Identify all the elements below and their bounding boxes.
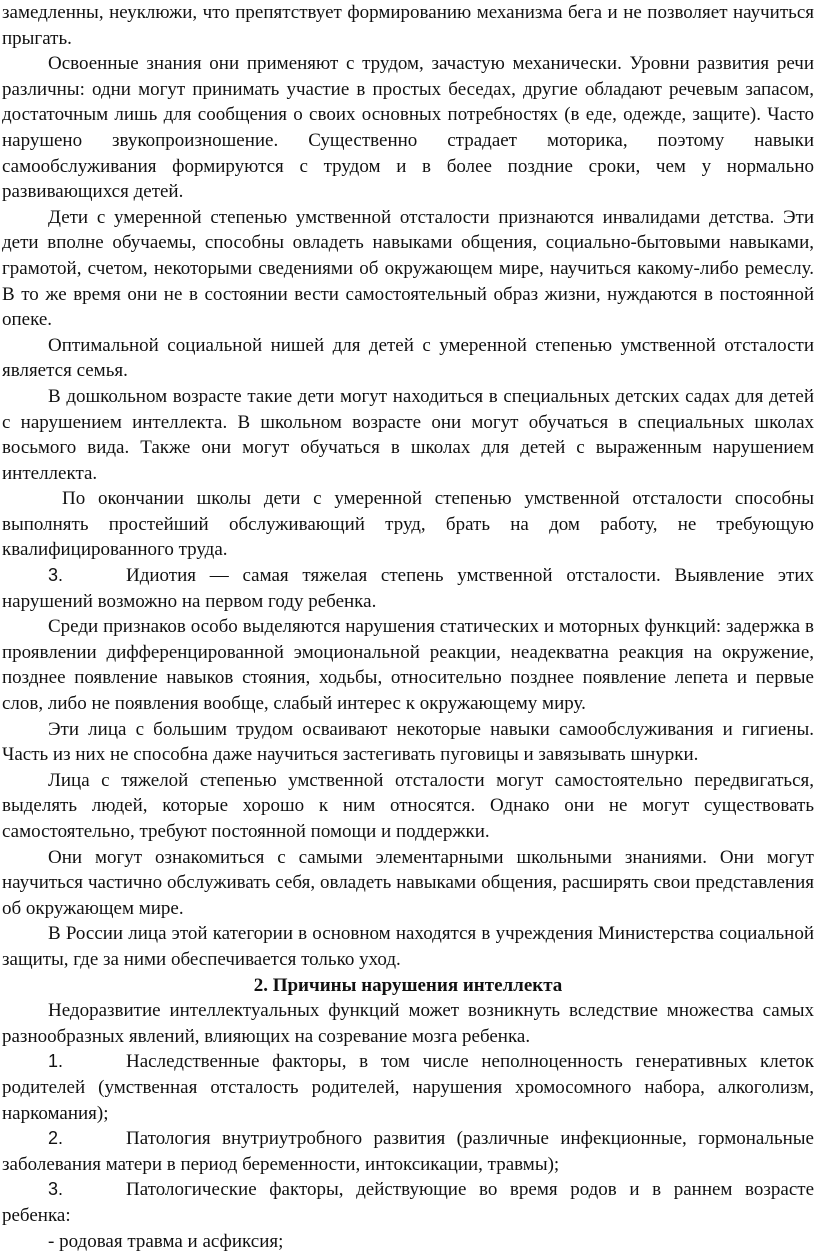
paragraph-idiocy bbox=[2, 563, 814, 614]
paragraph-severe-degree: Лица с тяжелой степенью умственной отсталости могут самостоятельно передвигаться, выделять людей, которые хорошо к ним относятся. Однако они не могут существовать самостоятельно, требуют постоянной помощи и поддержки. bbox=[2, 768, 814, 845]
list-number: 2. bbox=[48, 1126, 126, 1152]
list-number: 3. bbox=[48, 1177, 126, 1203]
list-number: 1. bbox=[48, 1049, 126, 1075]
paragraph-elementary-knowledge: Они могут ознакомиться с самыми элементарными школьными знаниями. Они могут научиться частично обслуживать себя, овладеть навыками общения, расширять свои представления об окружающем мире. bbox=[2, 845, 814, 922]
list-item-text: Патологические факторы, действующие во время родов и в раннем возрасте ребенка: bbox=[2, 1179, 814, 1226]
list-item-text: Патология внутриутробного развития (различные инфекционные, гормональные заболевания матери в период беременности, интоксикации, травмы); bbox=[2, 1128, 814, 1175]
paragraph-moderate-disability: Дети с умеренной степенью умственной отсталости признаются инвалидами детства. Эти дети вполне обучаемы, способны овладеть навыками общения, социально-бытовыми навыками, грамотой, счетом, некоторыми сведениями об окружающем мире, научиться какому-либо ремеслу. В то же время они не в состоянии вести самостоятельный образ жизни, нуждаются в постоянной опеке. bbox=[2, 205, 814, 333]
paragraph-russia-institutions: В России лица этой категории в основном находятся в учреждения Министерства социальной защиты, где за ними обеспечивается только уход. bbox=[2, 921, 814, 972]
list-item bbox=[2, 1126, 814, 1177]
list-number: 3. bbox=[48, 563, 126, 589]
list-item bbox=[2, 1177, 814, 1228]
dash-list-item: - родовая травма и асфиксия; bbox=[2, 1229, 814, 1254]
paragraph-motor-continuation: замедленны, неуклюжи, что препятствует формированию механизма бега и не позволяет научиться прыгать. bbox=[2, 0, 814, 51]
paragraph-signs: Среди признаков особо выделяются нарушения статических и моторных функций: задержка в проявлении дифференцированной эмоциональной реакции, неадекватна реакция на окружение, позднее появление навыков стояния, ходьбы, относительно позднее появление лепета и первые слов, либо не появления вообще, слабый интерес к окружающему миру. bbox=[2, 614, 814, 716]
list-item-text: Наследственные факторы, в том числе неполноценность генеративных клеток родителей (умственная отсталость родителей, нарушения хромосомного набора, алкоголизм, наркомания); bbox=[2, 1051, 814, 1123]
paragraph-social-niche: Оптимальной социальной нишей для детей с умеренной степенью умственной отсталости является семья. bbox=[2, 333, 814, 384]
paragraph-idiocy-text: Идиотия — самая тяжелая степень умственной отсталости. Выявление этих нарушений возможно на первом году ребенка. bbox=[2, 565, 814, 612]
paragraph-self-care: Эти лица с большим трудом осваивают некоторые навыки самообслуживания и гигиены. Часть из них не способна даже научиться застегивать пуговицы и завязывать шнурки. bbox=[2, 717, 814, 768]
paragraph-after-school: По окончании школы дети с умеренной степенью умственной отсталости способны выполнять простейший обслуживающий труд, брать на дом работу, не требующую квалифицированного труда. bbox=[2, 486, 814, 563]
paragraph-section-intro: Недоразвитие интеллектуальных функций может возникнуть вследствие множества самых разнообразных явлений, влияющих на созревание мозга ребенка. bbox=[2, 998, 814, 1049]
paragraph-knowledge-speech: Освоенные знания они применяют с трудом, зачастую механически. Уровни развития речи различны: одни могут принимать участие в простых беседах, другие обладают речевым запасом, достаточным лишь для сообщения о своих основных потребностях (в еде, одежде, защите). Часто нарушено звукопроизношение. Существенно страдает моторика, поэтому навыки самообслуживания формируются с трудом и в более поздние сроки, чем у нормально развивающихся детей. bbox=[2, 51, 814, 205]
section-heading: 2. Причины нарушения интеллекта bbox=[2, 973, 814, 999]
paragraph-preschool-school: В дошкольном возрасте такие дети могут находиться в специальных детских садах для детей с нарушением интеллекта. В школьном возрасте они могут обучаться в специальных школах восьмого вида. Также они могут обучаться в школах для детей с выраженным нарушением интеллекта. bbox=[2, 384, 814, 486]
list-item bbox=[2, 1049, 814, 1126]
